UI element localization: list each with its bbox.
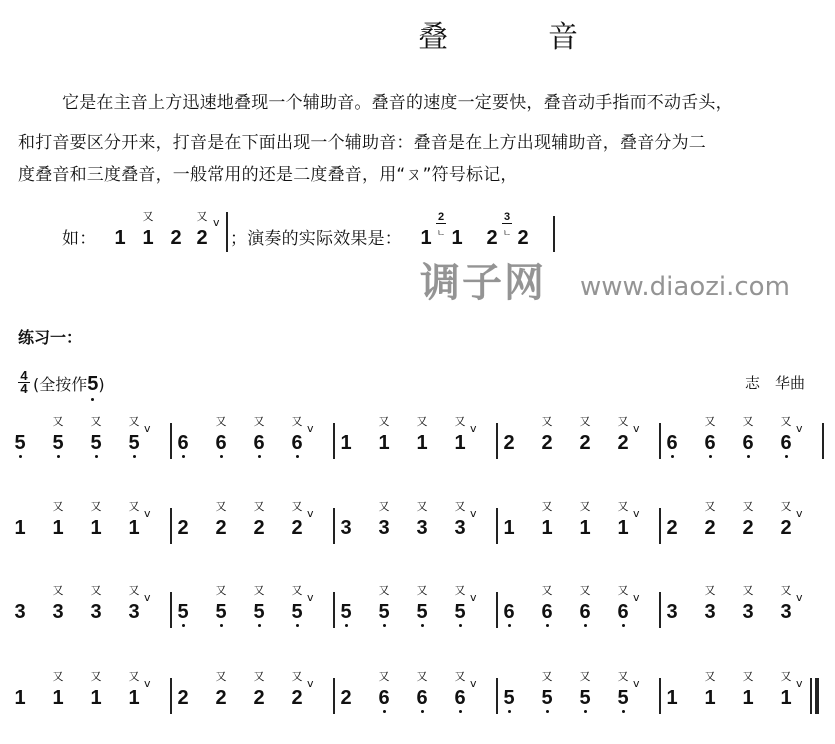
note: 6 [541,601,553,623]
bar-line [496,508,498,544]
note: 6 [503,601,515,623]
ornament-mark: 又 [704,670,716,683]
ornament-mark: 又 [253,500,265,513]
note: 3 [780,601,792,623]
breath-mark: v [633,677,640,690]
note: 2 [177,517,189,539]
ornament-mark: 又 [742,500,754,513]
ornament-mark: 又 [541,584,553,597]
ornament-mark: 又 [780,415,792,428]
note: 2 [291,517,303,539]
ornament-mark: 又 [128,415,140,428]
note: 3 [416,517,428,539]
bar-line [659,508,661,544]
low-octave-dot [747,455,750,458]
ornament-mark: 又 [780,670,792,683]
final-bar-thin [810,678,812,714]
note: 2 [541,432,553,454]
ornament-mark: 又 [704,500,716,513]
note: 3 [340,517,352,539]
ornament-mark: 又 [579,670,591,683]
breath-mark: v [470,507,477,520]
ornament-mark: 又 [416,415,428,428]
example-note: 2 [196,227,208,249]
note: 5 [579,687,591,709]
slur-mark: ㄴ [436,229,446,239]
breath-mark: v [144,591,151,604]
watermark-logo: 调子网 [420,260,546,306]
note: 1 [503,517,515,539]
note: 2 [617,432,629,454]
note: 3 [52,601,64,623]
note: 5 [378,601,390,623]
ornament-mark: 又 [52,415,64,428]
bar-line [496,423,498,459]
breath-mark: v [633,507,640,520]
ornament-mark: 又 [378,415,390,428]
low-octave-dot [508,710,511,713]
watermark-url: www.diaozi.com [580,272,790,302]
note: 1 [340,432,352,454]
low-octave-dot [258,455,261,458]
note: 2 [177,687,189,709]
note: 3 [90,601,102,623]
note: 2 [666,517,678,539]
note: 6 [704,432,716,454]
note: 3 [128,601,140,623]
ornament-mark: 又 [90,500,102,513]
ornament-mark: 又 [128,670,140,683]
note: 5 [617,687,629,709]
low-octave-dot [459,624,462,627]
low-octave-dot [220,455,223,458]
note: 6 [454,687,466,709]
ornament-mark: 又 [128,500,140,513]
low-octave-dot [258,624,261,627]
key-value: 5 [87,373,98,395]
ornament-mark: 又 [454,584,466,597]
ornament-mark: 又 [780,584,792,597]
low-octave-dot [508,624,511,627]
breath-mark: v [470,422,477,435]
breath-mark: v [796,507,803,520]
slur-mark: ㄴ [502,229,512,239]
note: 1 [704,687,716,709]
ornament-mark: 又 [52,584,64,597]
note: 6 [253,432,265,454]
ornament-mark: 又 [416,500,428,513]
ornament-mark: 又 [128,584,140,597]
low-octave-dot [584,624,587,627]
ornament-mark: 又 [579,500,591,513]
low-octave-dot [622,710,625,713]
bar-line [659,678,661,714]
note: 5 [14,432,26,454]
ornament-mark: 又 [704,415,716,428]
bar-line [170,423,172,459]
ornament-mark: 又 [215,584,227,597]
note: 1 [90,517,102,539]
bar-line [822,423,824,459]
bar-line [170,508,172,544]
low-octave-dot [95,455,98,458]
breath-mark: v [796,591,803,604]
bar-line [333,592,335,628]
ornament-mark: 又 [291,500,303,513]
ornament-mark: 又 [378,584,390,597]
key-signature [33,372,105,396]
key-label: (全按作 [33,375,88,394]
bar-line [170,678,172,714]
breath-mark: v [307,677,314,690]
paragraph-line: 度叠音和三度叠音，一般常用的还是二度叠音，用“ㄡ”符号标记， [18,165,518,185]
note: 3 [704,601,716,623]
low-octave-dot [383,624,386,627]
note: 2 [253,687,265,709]
ornament-mark: 又 [291,670,303,683]
ornament-mark: 又 [291,584,303,597]
note: 1 [579,517,591,539]
ornament-mark: 又 [742,584,754,597]
note: 5 [340,601,352,623]
ornament-mark: 又 [617,415,629,428]
title-char: 音 [548,20,578,55]
example-note: 1 [142,227,154,249]
note: 2 [215,687,227,709]
note: 3 [454,517,466,539]
bar-line [170,592,172,628]
example-note: 2 [486,227,498,249]
example-middle: ；演奏的实际效果是： [230,229,402,249]
low-octave-dot [296,455,299,458]
final-bar-thick [815,678,819,714]
low-octave-dot [584,710,587,713]
example-note: 2 [517,227,529,249]
low-octave-dot [182,455,185,458]
breath-mark: v [470,591,477,604]
note: 1 [14,687,26,709]
note: 1 [52,687,64,709]
note: 3 [742,601,754,623]
note: 3 [666,601,678,623]
note: 6 [780,432,792,454]
breath-mark: v [796,422,803,435]
grace-note: 3 [503,211,511,223]
note: 2 [215,517,227,539]
time-signature [18,370,30,395]
ornament-mark: 又 [416,670,428,683]
note: 1 [666,687,678,709]
low-octave-dot [345,624,348,627]
example-note: 1 [451,227,463,249]
low-octave-dot [19,455,22,458]
note: 5 [128,432,140,454]
note: 5 [541,687,553,709]
ornament-mark: 又 [541,500,553,513]
note: 2 [742,517,754,539]
breath-mark: v [796,677,803,690]
note: 2 [780,517,792,539]
ornament-mark: 又 [215,415,227,428]
ornament-mark: 又 [253,584,265,597]
note: 1 [90,687,102,709]
low-octave-dot [296,624,299,627]
breath-mark: v [633,591,640,604]
ornament-mark: 又 [215,500,227,513]
ornament-mark: 又 [617,500,629,513]
note: 3 [14,601,26,623]
low-octave-dot [421,710,424,713]
note: 1 [617,517,629,539]
composer: 志 华曲 [745,374,806,392]
paragraph-line: 它是在主音上方迅速地叠现一个辅助音。叠音的速度一定要快，叠音动手指而不动舌头， [62,93,733,113]
bar-line [226,212,228,252]
note: 6 [579,601,591,623]
ornament-mark: 又 [52,500,64,513]
note: 1 [541,517,553,539]
note: 1 [780,687,792,709]
ornament-mark: 又 [378,670,390,683]
low-octave-dot [220,624,223,627]
ornament-mark: 又 [454,500,466,513]
note: 2 [704,517,716,539]
note: 5 [454,601,466,623]
example-prefix: 如： [62,229,97,249]
note: 5 [291,601,303,623]
ornament-mark: 又 [90,584,102,597]
note: 5 [253,601,265,623]
breath-mark: v [307,591,314,604]
ornament-mark: 又 [142,210,154,223]
example-note: 1 [114,227,126,249]
low-octave-dot [459,710,462,713]
note: 1 [52,517,64,539]
low-octave-dot [785,455,788,458]
ornament-mark: 又 [416,584,428,597]
ornament-mark: 又 [780,500,792,513]
note: 1 [14,517,26,539]
title-char: 叠 [418,20,448,55]
low-octave-dot [546,710,549,713]
bar-line [659,423,661,459]
low-octave-dot [57,455,60,458]
ornament-mark: 又 [617,584,629,597]
breath-mark: v [144,507,151,520]
ornament-mark: 又 [378,500,390,513]
ornament-mark: 又 [579,415,591,428]
low-octave-dot [709,455,712,458]
low-octave-dot [133,455,136,458]
low-octave-dot [182,624,185,627]
note: 1 [742,687,754,709]
note: 6 [666,432,678,454]
note: 2 [503,432,515,454]
ornament-mark: 又 [541,670,553,683]
note: 6 [416,687,428,709]
ornament-mark: 又 [742,415,754,428]
ornament-mark: 又 [52,670,64,683]
bar-line [496,592,498,628]
ornament-mark: 又 [454,670,466,683]
low-octave-dot [671,455,674,458]
breath-mark: v [307,422,314,435]
ornament-mark: 又 [196,210,208,223]
breath-mark: v [470,677,477,690]
example-note: 2 [170,227,182,249]
note: 2 [340,687,352,709]
note: 6 [215,432,227,454]
exercise-title: 练习一： [18,328,83,347]
breath-mark: v [307,507,314,520]
ornament-mark: 又 [253,670,265,683]
note: 5 [416,601,428,623]
time-sig-bottom: 4 [18,382,30,395]
bar-line [333,678,335,714]
low-octave-dot [383,710,386,713]
time-sig-top: 4 [20,368,28,383]
bar-line [553,216,555,252]
key-close: ) [98,375,105,394]
note: 6 [177,432,189,454]
ornament-mark: 又 [454,415,466,428]
note: 1 [128,517,140,539]
bar-line [659,592,661,628]
ornament-mark: 又 [90,415,102,428]
ornament-mark: 又 [617,670,629,683]
ornament-mark: 又 [291,415,303,428]
ornament-mark: 又 [541,415,553,428]
breath-mark: v [633,422,640,435]
low-octave-dot [546,624,549,627]
ornament-mark: 又 [704,584,716,597]
low-octave-dot [421,624,424,627]
note: 5 [90,432,102,454]
example-note: 1 [420,227,432,249]
ornament-mark: 又 [742,670,754,683]
ornament-mark: 又 [215,670,227,683]
breath-mark: v [213,216,220,229]
note: 5 [52,432,64,454]
bar-line [333,423,335,459]
note: 6 [617,601,629,623]
paragraph-line: 和打音要区分开来，打音是在下面出现一个辅助音：叠音是在上方出现辅助音，叠音分为二 [18,133,706,153]
note: 1 [416,432,428,454]
note: 2 [579,432,591,454]
ornament-mark: 又 [579,584,591,597]
note: 5 [215,601,227,623]
note: 1 [454,432,466,454]
grace-note: 2 [437,211,445,223]
note: 6 [378,687,390,709]
bar-line [496,678,498,714]
note: 6 [742,432,754,454]
note: 6 [291,432,303,454]
bar-line [333,508,335,544]
note: 1 [128,687,140,709]
note: 1 [378,432,390,454]
breath-mark: v [144,422,151,435]
note: 5 [177,601,189,623]
ornament-mark: 又 [253,415,265,428]
ornament-mark: 又 [90,670,102,683]
note: 5 [503,687,515,709]
note: 2 [253,517,265,539]
breath-mark: v [144,677,151,690]
low-octave-dot [622,624,625,627]
note: 3 [378,517,390,539]
note: 2 [291,687,303,709]
